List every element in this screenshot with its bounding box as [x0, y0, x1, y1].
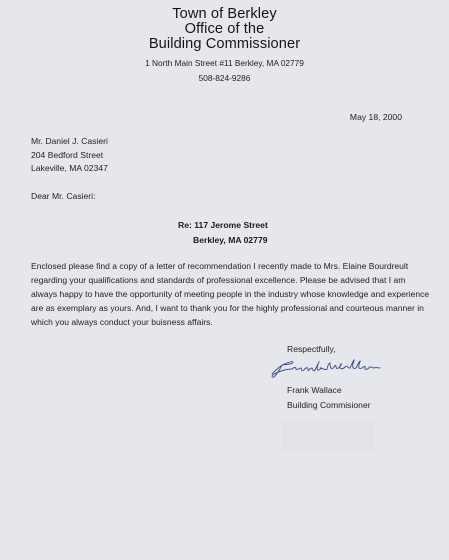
- handwritten-signature: [268, 354, 386, 380]
- letterhead-address: 1 North Main Street #11 Berkley, MA 02779: [145, 57, 304, 68]
- recipient-city: Lakeville, MA 02347: [31, 163, 108, 174]
- scan-smudge: [282, 420, 374, 450]
- letter-date: May 18, 2000: [349, 112, 402, 122]
- recipient-address: [31, 135, 108, 176]
- body-line: regarding your qualifications and standards of professional excellence. Please be advised that I am: [31, 274, 406, 285]
- letterhead: [0, 7, 449, 84]
- signer-block: [287, 383, 371, 412]
- body-line: which you always conduct your buisness affairs.: [31, 316, 213, 327]
- body-line: Enclosed please find a copy of a letter of recommendation I recently made to Mrs. Elaine Bourdreult: [31, 261, 409, 271]
- body-line: always happy to have the opportunity of meeting people in the industry whose knowledge and experience: [31, 288, 430, 299]
- signer-name: Frank Wallace: [287, 385, 342, 395]
- letterhead-department: Building Commissioner: [148, 36, 301, 53]
- letterhead-phone: 508-824-9286: [198, 72, 251, 83]
- salutation: Dear Mr. Casieri:: [31, 191, 96, 201]
- signer-title: Building Commisioner: [287, 399, 371, 410]
- letter-body: [31, 260, 430, 330]
- recipient-name: Mr. Daniel J. Casieri: [31, 136, 108, 146]
- subject-line-1: Re: 117 Jerome Street: [178, 220, 268, 230]
- subject-line-2: Berkley, MA 02779: [193, 234, 268, 245]
- recipient-street: 204 Bedford Street: [31, 149, 104, 160]
- subject-reference: [178, 218, 268, 247]
- letterhead-town: Town of Berkley: [172, 6, 277, 22]
- signature-text: Frank Wallace: [268, 354, 275, 355]
- body-line: are as exemplary as yours. And, I want to thank you for the highly professional and courteous manner in: [31, 302, 424, 313]
- letterhead-office: Office of the: [184, 21, 265, 38]
- closing: Respectfully,: [287, 344, 336, 354]
